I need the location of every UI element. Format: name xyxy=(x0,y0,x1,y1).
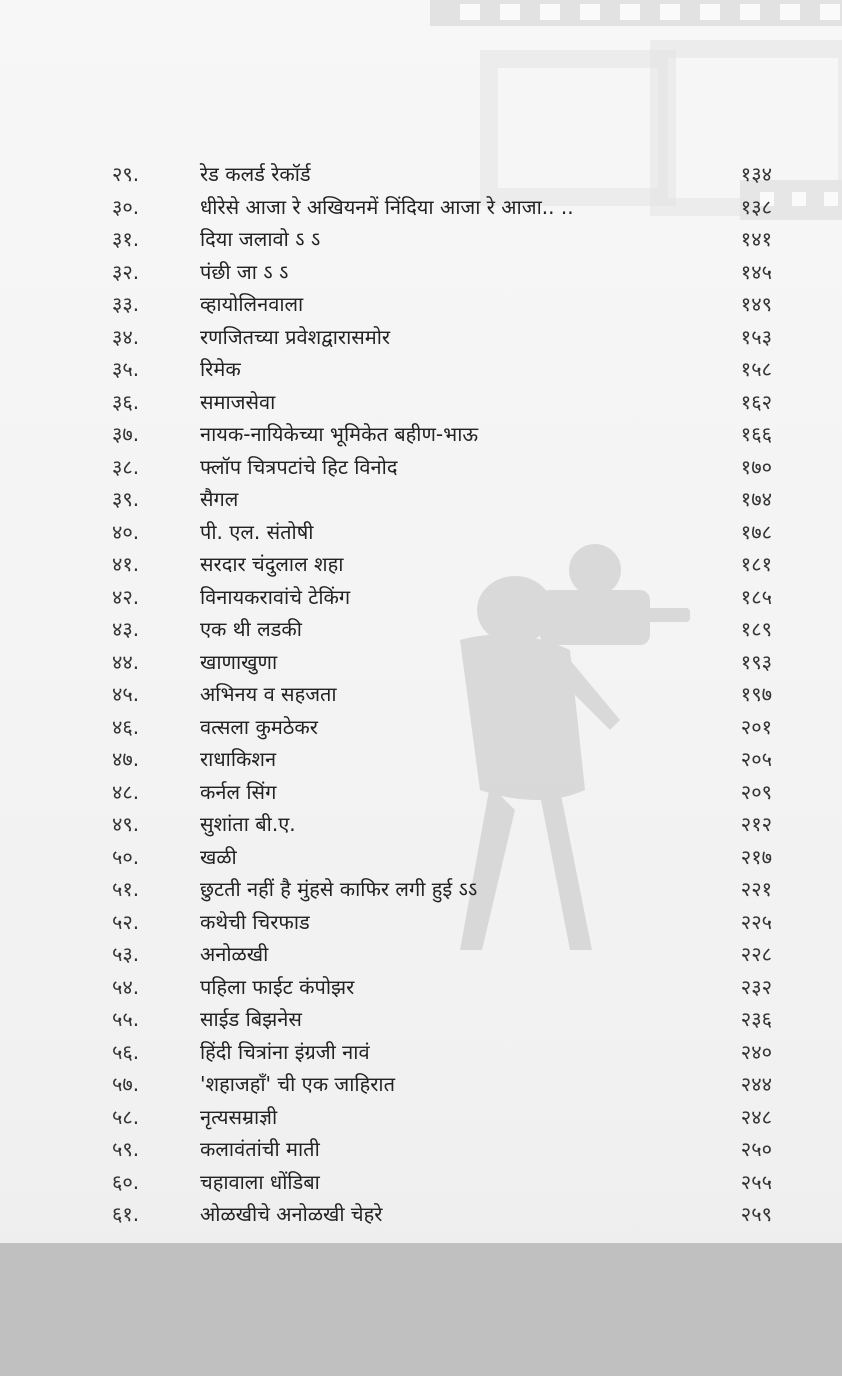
toc-row xyxy=(112,321,772,354)
toc-row xyxy=(112,483,772,516)
page-number: १८५ xyxy=(740,584,772,609)
chapter-number: ६१. xyxy=(112,1202,140,1226)
page-number: २५५ xyxy=(740,1169,772,1194)
chapter-number: ५०. xyxy=(112,844,140,869)
chapter-number: ४७. xyxy=(112,747,140,771)
page-number: १४५ xyxy=(740,259,772,284)
page-number: १६२ xyxy=(740,389,772,414)
page-number: १६६ xyxy=(740,422,772,446)
toc-row xyxy=(112,191,772,224)
chapter-number: ४५. xyxy=(112,682,140,706)
chapter-title: चहावाला धोंडिबा xyxy=(200,1169,320,1194)
toc-row xyxy=(112,516,772,549)
toc-row xyxy=(112,711,772,744)
toc-row xyxy=(112,353,772,386)
chapter-number: ५७. xyxy=(112,1072,140,1096)
chapter-title: वत्सला कुमठेकर xyxy=(200,714,318,739)
page-number: १३८ xyxy=(740,194,772,219)
chapter-number: ५२. xyxy=(112,909,140,934)
page-number: १५३ xyxy=(740,324,772,349)
chapter-title: व्हायोलिनवाला xyxy=(200,292,304,316)
table-of-contents xyxy=(112,158,772,1231)
chapter-number: ३९. xyxy=(112,487,140,511)
chapter-title: हिंदी चित्रांना इंग्रजी नावं xyxy=(200,1039,370,1064)
page-number: १९७ xyxy=(740,682,772,706)
chapter-title: समाजसेवा xyxy=(200,389,276,414)
page-number: २३६ xyxy=(740,1007,772,1031)
toc-row xyxy=(112,288,772,321)
chapter-number: ५४. xyxy=(112,974,140,999)
chapter-title: 'शहाजहाँ' ची एक जाहिरात xyxy=(200,1072,395,1096)
chapter-number: ५१. xyxy=(112,877,140,901)
chapter-number: ५६. xyxy=(112,1039,140,1064)
chapter-title: पहिला फाईट कंपोझर xyxy=(200,974,355,999)
chapter-title: सैगल xyxy=(200,487,239,511)
chapter-number: ५९. xyxy=(112,1137,140,1161)
chapter-number: ३४. xyxy=(112,324,140,349)
chapter-title: दिया जलावो ऽ ऽ xyxy=(200,227,321,251)
toc-row xyxy=(112,776,772,809)
toc-row xyxy=(112,1101,772,1134)
toc-row xyxy=(112,841,772,874)
page-number: २४४ xyxy=(740,1072,772,1096)
page-number: २०५ xyxy=(740,747,772,771)
page-number: २४० xyxy=(740,1039,772,1064)
toc-row xyxy=(112,1036,772,1069)
chapter-title: पंछी जा ऽ ऽ xyxy=(200,259,289,284)
chapter-number: ४०. xyxy=(112,519,140,544)
chapter-title: साईड बिझनेस xyxy=(200,1007,302,1031)
chapter-title: नायक-नायिकेच्या भूमिकेत बहीण-भाऊ xyxy=(200,422,479,446)
chapter-title: कर्नल सिंग xyxy=(200,779,277,804)
page-number: २४८ xyxy=(740,1104,772,1129)
toc-row xyxy=(112,1003,772,1036)
chapter-number: ६०. xyxy=(112,1169,140,1194)
toc-row xyxy=(112,581,772,614)
chapter-title: खाणाखुणा xyxy=(200,649,278,674)
page-number: २०१ xyxy=(740,714,772,739)
chapter-number: ३८. xyxy=(112,454,140,479)
chapter-title: रिमेक xyxy=(200,357,241,381)
chapter-number: ३०. xyxy=(112,194,140,219)
toc-row xyxy=(112,743,772,776)
chapter-title: रेड कलर्ड रेकॉर्ड xyxy=(200,162,311,186)
toc-row xyxy=(112,418,772,451)
chapter-number: ३३. xyxy=(112,292,140,316)
page-number: २५९ xyxy=(740,1202,772,1226)
page-number: २२१ xyxy=(740,877,772,901)
page-number: १७४ xyxy=(740,487,772,511)
chapter-title: छुटती नहीं है मुंहसे काफिर लगी हुई ऽऽ xyxy=(200,877,478,901)
toc-row xyxy=(112,938,772,971)
toc-row xyxy=(112,1198,772,1231)
toc-row xyxy=(112,678,772,711)
chapter-number: ५५. xyxy=(112,1007,140,1031)
chapter-title: नृत्यसम्राज्ञी xyxy=(200,1104,278,1129)
page-number: २१२ xyxy=(740,812,772,836)
page-number: २०९ xyxy=(740,779,772,804)
chapter-number: ३७. xyxy=(112,422,140,446)
chapter-number: ४१. xyxy=(112,552,140,576)
chapter-number: ५८. xyxy=(112,1104,140,1129)
chapter-number: ३६. xyxy=(112,389,140,414)
page-number: २१७ xyxy=(740,844,772,869)
page-number: २२८ xyxy=(740,942,772,966)
page-number: १७८ xyxy=(740,519,772,544)
chapter-title: विनायकरावांचे टेकिंग xyxy=(200,584,351,609)
page-number: २२५ xyxy=(740,909,772,934)
chapter-number: ४८. xyxy=(112,779,140,804)
chapter-title: पी. एल. संतोषी xyxy=(200,519,314,544)
chapter-number: ४२. xyxy=(112,584,140,609)
page-number: २३२ xyxy=(740,974,772,999)
chapter-number: ३१. xyxy=(112,227,140,251)
page-number: १३४ xyxy=(740,162,772,186)
toc-row xyxy=(112,873,772,906)
page-number: १५८ xyxy=(740,357,772,381)
chapter-title: धीरेसे आजा रे अखियनमें निंदिया आजा रे आजा.. .. xyxy=(200,194,574,219)
toc-row xyxy=(112,386,772,419)
page-number: १४९ xyxy=(740,292,772,316)
page-number: १७० xyxy=(740,454,772,479)
chapter-title: सरदार चंदुलाल शहा xyxy=(200,552,344,576)
chapter-title: कथेची चिरफाड xyxy=(200,909,310,934)
toc-row xyxy=(112,971,772,1004)
page-number: १८९ xyxy=(740,617,772,641)
chapter-number: ४६. xyxy=(112,714,140,739)
toc-row xyxy=(112,906,772,939)
toc-row xyxy=(112,646,772,679)
chapter-title: कलावंतांची माती xyxy=(200,1137,320,1161)
chapter-title: फ्लॉप चित्रपटांचे हिट विनोद xyxy=(200,454,398,479)
page-number: २५० xyxy=(740,1137,772,1161)
chapter-title: अनोळखी xyxy=(200,942,269,966)
page-number: १९३ xyxy=(740,649,772,674)
bottom-band xyxy=(0,1243,842,1376)
toc-row xyxy=(112,256,772,289)
chapter-title: एक थी लडकी xyxy=(200,617,302,641)
page-number: १४१ xyxy=(740,227,772,251)
chapter-number: २९. xyxy=(112,162,140,186)
chapter-title: सुशांता बी.ए. xyxy=(200,812,296,836)
page-number: १८१ xyxy=(740,552,772,576)
toc-row xyxy=(112,451,772,484)
toc-row xyxy=(112,548,772,581)
chapter-number: ५३. xyxy=(112,942,140,966)
chapter-number: ४३. xyxy=(112,617,140,641)
chapter-title: ओळखीचे अनोळखी चेहरे xyxy=(200,1202,383,1226)
toc-row xyxy=(112,1133,772,1166)
chapter-number: ३५. xyxy=(112,357,140,381)
toc-row xyxy=(112,613,772,646)
toc-row xyxy=(112,158,772,191)
chapter-title: खळी xyxy=(200,844,237,869)
chapter-number: ३२. xyxy=(112,259,140,284)
chapter-number: ४९. xyxy=(112,812,140,836)
toc-row xyxy=(112,1068,772,1101)
chapter-title: रणजितच्या प्रवेशद्वारासमोर xyxy=(200,324,391,349)
chapter-number: ४४. xyxy=(112,649,140,674)
chapter-title: अभिनय व सहजता xyxy=(200,682,337,706)
toc-row xyxy=(112,1166,772,1199)
toc-row xyxy=(112,223,772,256)
toc-row xyxy=(112,808,772,841)
chapter-title: राधाकिशन xyxy=(200,747,277,771)
